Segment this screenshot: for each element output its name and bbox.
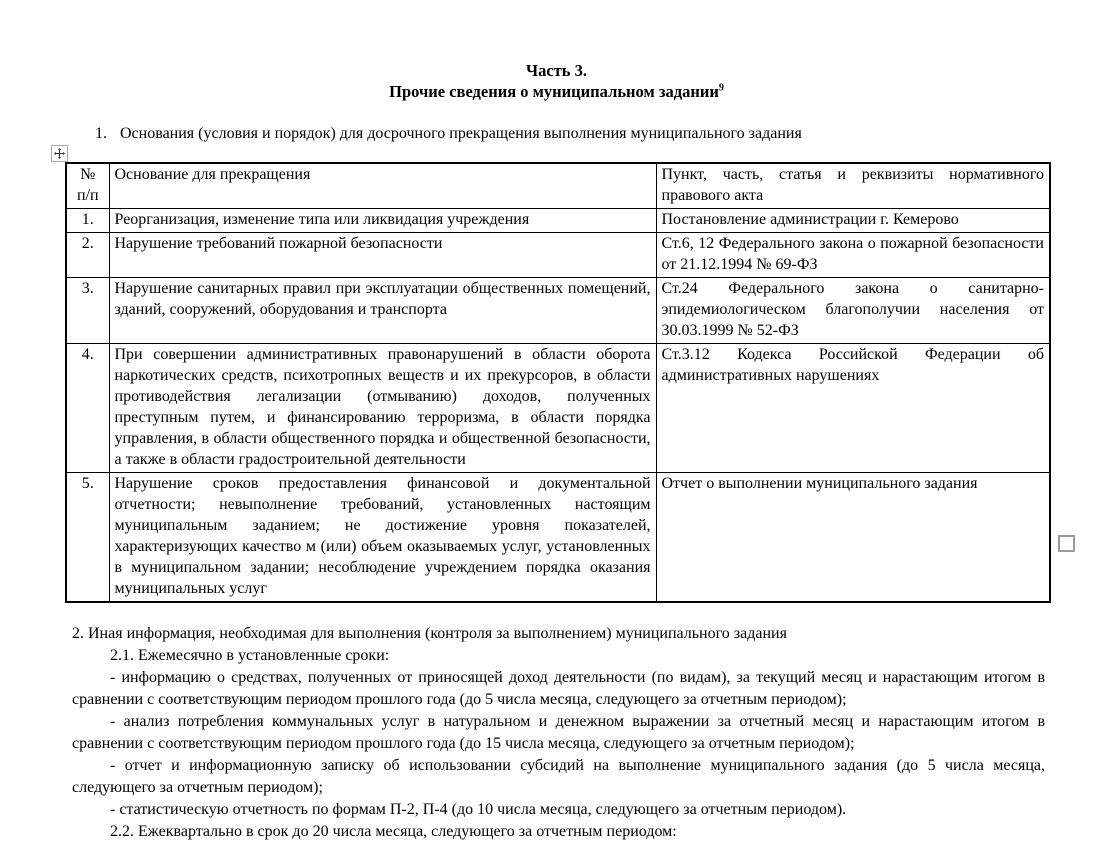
- section-2-1-item-3: - отчет и информационную записку об использовании субсидий на выполнение муниципального задания (до 5 числа месяца, следующего за отчетным периодом);: [72, 757, 1045, 796]
- table-resize-handle-icon[interactable]: [1058, 535, 1075, 552]
- header-cell-number: № п/п: [66, 163, 109, 209]
- row-number: 2.: [66, 233, 109, 278]
- section-1-number: 1.: [95, 125, 107, 142]
- document-title: [0, 0, 1113, 102]
- row-number: 5.: [66, 473, 109, 603]
- row-act: Ст.3.12 Кодекса Российской Федерации об административных нарушениях: [656, 344, 1050, 473]
- section-2-2-heading: 2.2. Ежеквартально в срок до 20 числа месяца, следующего за отчетным периодом:: [110, 823, 677, 840]
- row-act: Ст.24 Федерального закона о санитарно-эпидемиологическом благополучии населения от 30.03.1999 № 52-ФЗ: [656, 278, 1050, 344]
- header-cell-reason: Основание для прекращения: [109, 163, 656, 209]
- section-2-heading: 2. Иная информация, необходимая для выполнения (контроля за выполнением) муниципального задания: [72, 625, 787, 642]
- section-1-heading: [95, 124, 1048, 144]
- row-reason: Нарушение требований пожарной безопасности: [109, 233, 656, 278]
- table-move-handle-icon[interactable]: [51, 145, 68, 162]
- row-number: 3.: [66, 278, 109, 344]
- header-cell-act: Пункт, часть, статья и реквизиты нормативного правового акта: [656, 163, 1050, 209]
- table-row: [66, 233, 1050, 278]
- section-2-1-heading: 2.1. Ежемесячно в установленные сроки:: [110, 647, 390, 664]
- table-row: [66, 473, 1050, 603]
- section-2-1-item-4: - статистическую отчетность по формам П-2, П-4 (до 10 числа месяца, следующего за отчетным периодом).: [110, 801, 847, 818]
- section-1-text: Основания (условия и порядок) для досрочного прекращения выполнения муниципального задания: [120, 125, 802, 142]
- table-row: [66, 344, 1050, 473]
- section-2-1-item-2: - анализ потребления коммунальных услуг в натуральном и денежном выражении за отчетный месяц и нарастающим итогом в сравнении с соответствующим периодом прошлого года (до 15 числа месяца, следующего за отчетным периодом);: [72, 713, 1045, 752]
- section-2-1-item-1: - информацию о средствах, полученных от приносящей доход деятельности (по видам), за текущий месяц и нарастающим итогом в сравнении с соответствующим периодом прошлого года (до 5 числа месяца, следующего за отчетным периодом);: [72, 669, 1045, 708]
- termination-grounds-table[interactable]: [65, 162, 1051, 603]
- row-reason: При совершении административных правонарушений в области оборота наркотических средств, психотропных веществ и их прекурсоров, в области противодействия легализации (отмыванию) доходов, полученных преступным путем, и финансированию терроризма, в области порядка управления, в области общественного порядка и общественной безопасности, а также в области градостроительной деятельности: [109, 344, 656, 473]
- row-reason: Нарушение санитарных правил при эксплуатации общественных помещений, зданий, сооружений, оборудования и транспорта: [109, 278, 656, 344]
- table-header-row: [66, 163, 1050, 209]
- title-line-1: Часть 3.: [525, 61, 587, 80]
- section-2-block: [72, 623, 1045, 843]
- row-number: 4.: [66, 344, 109, 473]
- row-act: Отчет о выполнении муниципального задания: [656, 473, 1050, 603]
- row-act: Ст.6, 12 Федерального закона о пожарной безопасности от 21.12.1994 № 69-ФЗ: [656, 233, 1050, 278]
- row-number: 1.: [66, 209, 109, 233]
- row-act: Постановление администрации г. Кемерово: [656, 209, 1050, 233]
- row-reason: Реорганизация, изменение типа или ликвидация учреждения: [109, 209, 656, 233]
- footnote-reference: 9: [718, 82, 724, 94]
- table-row: [66, 278, 1050, 344]
- title-line-2: Прочие сведения о муниципальном задании$^9$: [389, 82, 724, 101]
- row-reason: Нарушение сроков предоставления финансовой и документальной отчетности; невыполнение требований, установленных настоящим муниципальным заданием; не достижение уровня показателей, характеризующих качество м (или) объем оказываемых услуг, установленных в муниципальном задании; несоблюдение учреждением порядка оказания муниципальных услуг: [109, 473, 656, 603]
- table-row: [66, 209, 1050, 233]
